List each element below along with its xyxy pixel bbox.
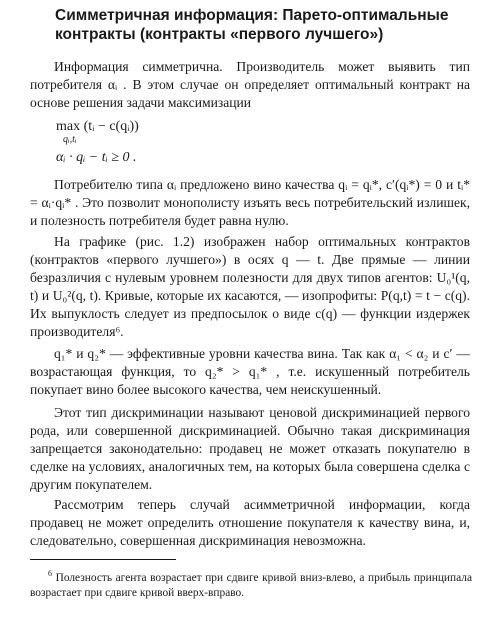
footnote-divider xyxy=(30,559,176,560)
formula-max-subscript: qᵢ,tᵢ xyxy=(63,134,77,145)
paragraph-price-discrimination: Этот тип дискриминации называют ценовой дискриминацией первого рода, или совершенной дискриминацией. Обычно такая дискриминация запрещается законодательно: продавец не может отказать покупателю в сделке на условиях, аналогичных тем, на которых была совершена сделка с другим покупателем. xyxy=(30,405,470,492)
footnote xyxy=(30,566,472,601)
formula-max-expression: max (tᵢ − c(qᵢ)) xyxy=(56,119,139,134)
section-heading: Симметричная информация: Парето-оптимальные контракты (контракты «первого лучшего») xyxy=(55,7,449,43)
paragraph-efficient-quality: q₁* и q₂* — эффективные уровни качества вина. Так как α₁ < α₂ и c′ — возрастающая функция, то q₂* > q₁* , т.е. искушенный потребитель покупает вино более высокого качества, чем неискушенный. xyxy=(30,346,470,397)
paragraph-graph-description: На графике (рис. 1.2) изображен набор оптимальных контрактов (контрактов «первого лучшего») в осях q — t. Две прямые — линии безразличия с нулевым уровнем полезности для двух типов агентов: U₀¹(q, t) и U₀²(q, t). Кривые, которые их касаются, — изопрофиты: P(q,t) = t − c(q). Их выпуклость следует из предпосылок о виде c(q) — функции издержек производителя⁶. xyxy=(30,234,470,339)
footnote-text: Полезность агента возрастает при сдвиге кривой вниз-влево, а прибыль принципала возрастает при сдвиге кривой вверх-вправо. xyxy=(30,572,472,599)
paragraph-consumer-type: Потребителю типа αᵢ предложено вино качества qᵢ = qᵢ*, c′(qᵢ*) = 0 и tᵢ* = αᵢ·qᵢ* . Это позволит монополисту изъять весь потребительский излишек, и полезность потребителя будет равна нулю. xyxy=(30,177,470,228)
paragraph-asymmetric-info: Рассмотрим теперь случай асимметричной информации, когда продавец не может определить отношение покупателя к качеству вина, и, следовательно, совершенная дискриминация невозможна. xyxy=(30,497,470,548)
paragraph-symmetric-info: Информация симметрична. Производитель может выявить тип потребителя αᵢ . В этом случае он определяет оптимальный контракт на основе решения задачи максимизации xyxy=(30,59,470,110)
formula-constraint: αᵢ · qᵢ − tᵢ ≥ 0 . xyxy=(56,150,137,165)
footnote-mark: 6 xyxy=(48,569,52,578)
